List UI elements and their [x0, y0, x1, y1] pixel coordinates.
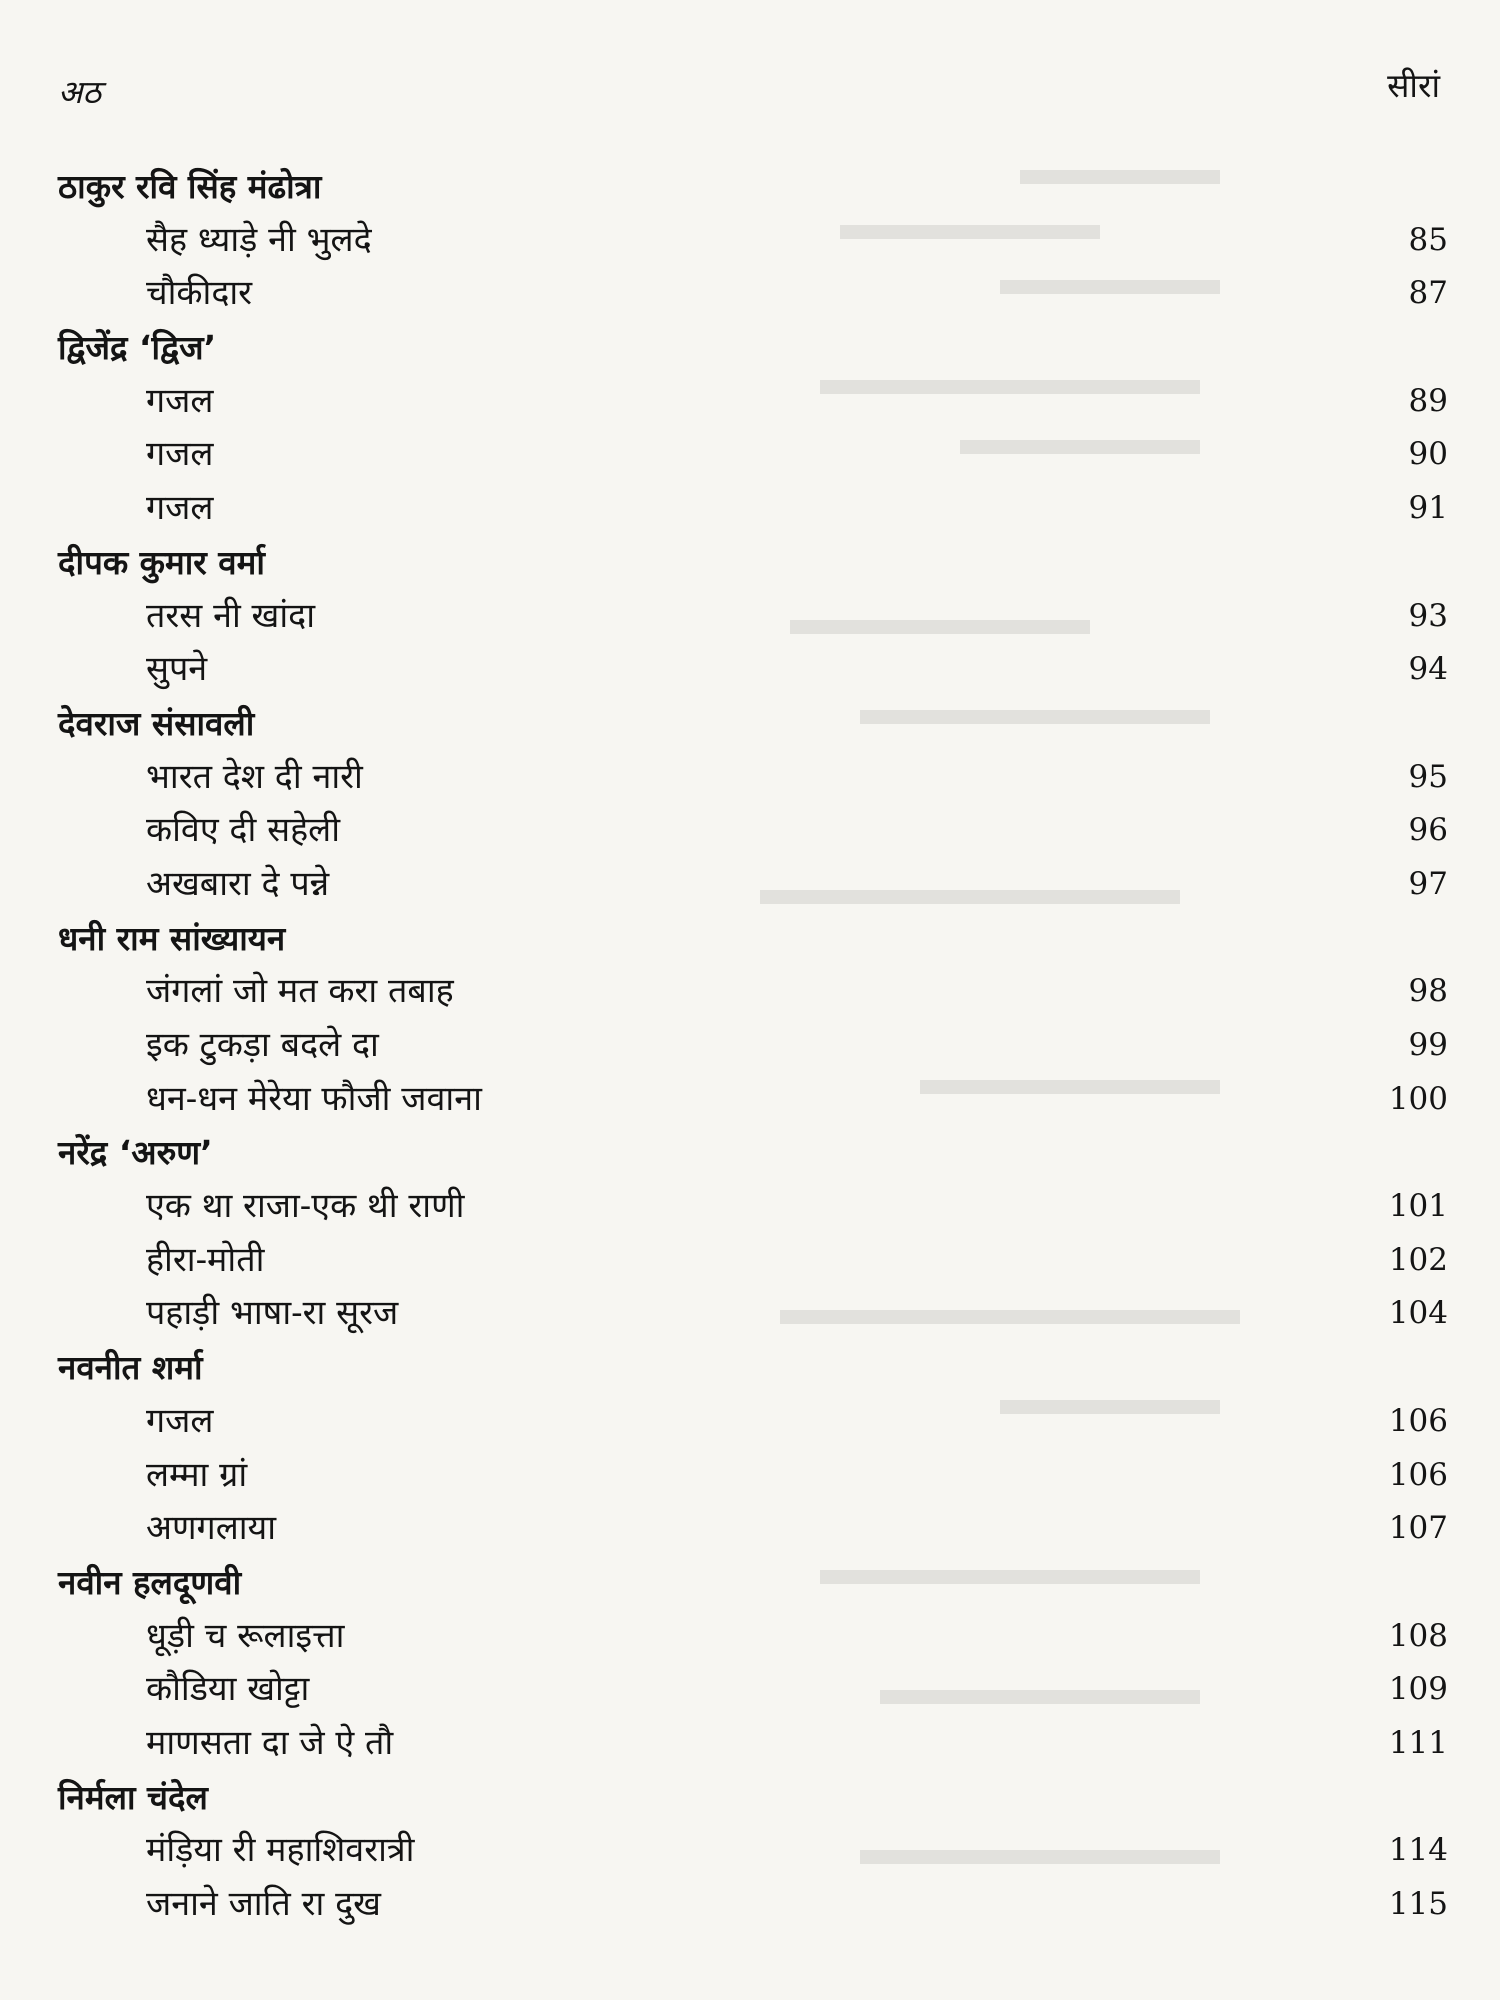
- entry-page-number: 85: [1408, 221, 1448, 258]
- entry-page-number: 100: [1388, 1080, 1448, 1117]
- entry-page-number: 101: [1388, 1188, 1448, 1225]
- toc-author-row: [0, 912, 1500, 966]
- toc-entry-row: [0, 267, 1500, 321]
- toc-author-row: [0, 536, 1500, 590]
- toc-entry-row: [0, 428, 1500, 482]
- toc-entry-row: [0, 590, 1500, 644]
- entry-page-number: 111: [1388, 1724, 1448, 1761]
- entry-title: धन-धन मेरेया फौजी जवाना: [146, 1078, 482, 1119]
- toc-author-row: [0, 160, 1500, 214]
- toc-entry-row: [0, 482, 1500, 536]
- entry-page-number: 90: [1408, 436, 1448, 473]
- entry-title: तरस नी खांदा: [146, 595, 316, 636]
- toc-entry-row: [0, 1878, 1500, 1932]
- toc-entry-row: [0, 1717, 1500, 1771]
- entry-title: सुपने: [146, 649, 208, 690]
- entry-title: जंगलां जो मत करा तबाह: [146, 971, 454, 1012]
- table-of-contents: [0, 160, 1500, 1932]
- entry-page-number: 107: [1388, 1510, 1448, 1547]
- entry-page-number: 104: [1388, 1295, 1448, 1332]
- section-title-header: सीरां: [1387, 66, 1440, 105]
- entry-title: गजल: [146, 488, 214, 529]
- entry-title: जनाने जाति रा दुख: [146, 1884, 381, 1924]
- entry-page-number: 99: [1408, 1027, 1448, 1063]
- entry-title: अखबारा दे पन्ने: [146, 863, 330, 904]
- toc-entry-row: [0, 1395, 1500, 1449]
- toc-author-row: [0, 697, 1500, 751]
- toc-entry-row: [0, 1287, 1500, 1341]
- entry-page-number: 106: [1388, 1402, 1448, 1439]
- entry-title: गजल: [146, 380, 214, 421]
- entry-title: इक टुकड़ा बदले दा: [146, 1025, 379, 1065]
- toc-author-row: [0, 321, 1500, 375]
- page-number-header: अठ: [58, 73, 102, 111]
- entry-title: कौडिया खोट्टा: [146, 1669, 310, 1710]
- toc-entry-row: [0, 1449, 1500, 1503]
- entry-title: लम्मा ग्रां: [146, 1454, 248, 1495]
- author-name: दीपक कुमार वर्मा: [58, 542, 265, 582]
- toc-author-row: [0, 1771, 1500, 1825]
- entry-title: चौकीदार: [146, 273, 253, 314]
- entry-title: धूड़ी च रूलाइत्ता: [146, 1615, 345, 1656]
- entry-title: गजल: [146, 434, 214, 475]
- entry-page-number: 93: [1408, 597, 1448, 634]
- entry-title: मंड़िया री महाशिवरात्री: [146, 1830, 415, 1871]
- entry-page-number: 89: [1408, 382, 1448, 419]
- toc-entry-row: [0, 1502, 1500, 1556]
- entry-page-number: 91: [1408, 490, 1448, 527]
- entry-title: कविए दी सहेली: [146, 810, 340, 851]
- toc-author-row: [0, 1556, 1500, 1610]
- author-name: द्विजेंद्र ‘द्विज’: [58, 328, 217, 368]
- toc-entry-row: [0, 1073, 1500, 1127]
- author-name: नवनीत शर्मा: [58, 1348, 203, 1388]
- toc-entry-row: [0, 375, 1500, 429]
- author-name: नवीन हलदूणवी: [58, 1562, 242, 1602]
- entry-page-number: 102: [1388, 1241, 1448, 1278]
- entry-page-number: 95: [1408, 758, 1448, 795]
- entry-page-number: 87: [1408, 275, 1448, 312]
- entry-page-number: 108: [1388, 1617, 1448, 1654]
- toc-entry-row: [0, 1019, 1500, 1073]
- entry-page-number: 98: [1408, 973, 1448, 1010]
- entry-title: एक था राजा-एक थी राणी: [146, 1186, 465, 1227]
- toc-author-row: [0, 1126, 1500, 1180]
- toc-entry-row: [0, 1663, 1500, 1717]
- entry-page-number: 97: [1408, 865, 1448, 902]
- toc-entry-row: [0, 1610, 1500, 1664]
- toc-entry-row: [0, 643, 1500, 697]
- entry-page-number: 114: [1388, 1832, 1448, 1869]
- entry-page-number: 106: [1388, 1456, 1448, 1493]
- entry-title: माणसता दा जे ऐ तौ: [146, 1722, 394, 1763]
- entry-page-number: 109: [1388, 1671, 1448, 1708]
- toc-entry-row: [0, 858, 1500, 912]
- toc-entry-row: [0, 1234, 1500, 1288]
- toc-entry-row: [0, 1824, 1500, 1878]
- toc-entry-row: [0, 1180, 1500, 1234]
- author-name: निर्मला चंदेल: [58, 1777, 208, 1817]
- author-name: धनी राम सांख्यायन: [58, 918, 286, 958]
- toc-entry-row: [0, 214, 1500, 268]
- entry-title: भारत देश दी नारी: [146, 756, 363, 797]
- toc-author-row: [0, 1341, 1500, 1395]
- toc-entry-row: [0, 804, 1500, 858]
- entry-page-number: 94: [1408, 651, 1448, 688]
- entry-title: गजल: [146, 1400, 214, 1441]
- entry-title: पहाड़ी भाषा-रा सूरज: [146, 1293, 399, 1334]
- entry-title: सैह ध्याड़े नी भुलदे: [146, 219, 372, 260]
- entry-title: अणगलाया: [146, 1508, 277, 1549]
- toc-entry-row: [0, 965, 1500, 1019]
- entry-title: हीरा-मोती: [146, 1239, 265, 1280]
- author-name: नरेंद्र ‘अरुण’: [58, 1133, 213, 1173]
- entry-page-number: 96: [1408, 812, 1448, 849]
- author-name: देवराज संसावली: [58, 703, 255, 743]
- author-name: ठाकुर रवि सिंह मंढोत्रा: [58, 167, 322, 206]
- entry-page-number: 115: [1388, 1886, 1448, 1922]
- toc-entry-row: [0, 751, 1500, 805]
